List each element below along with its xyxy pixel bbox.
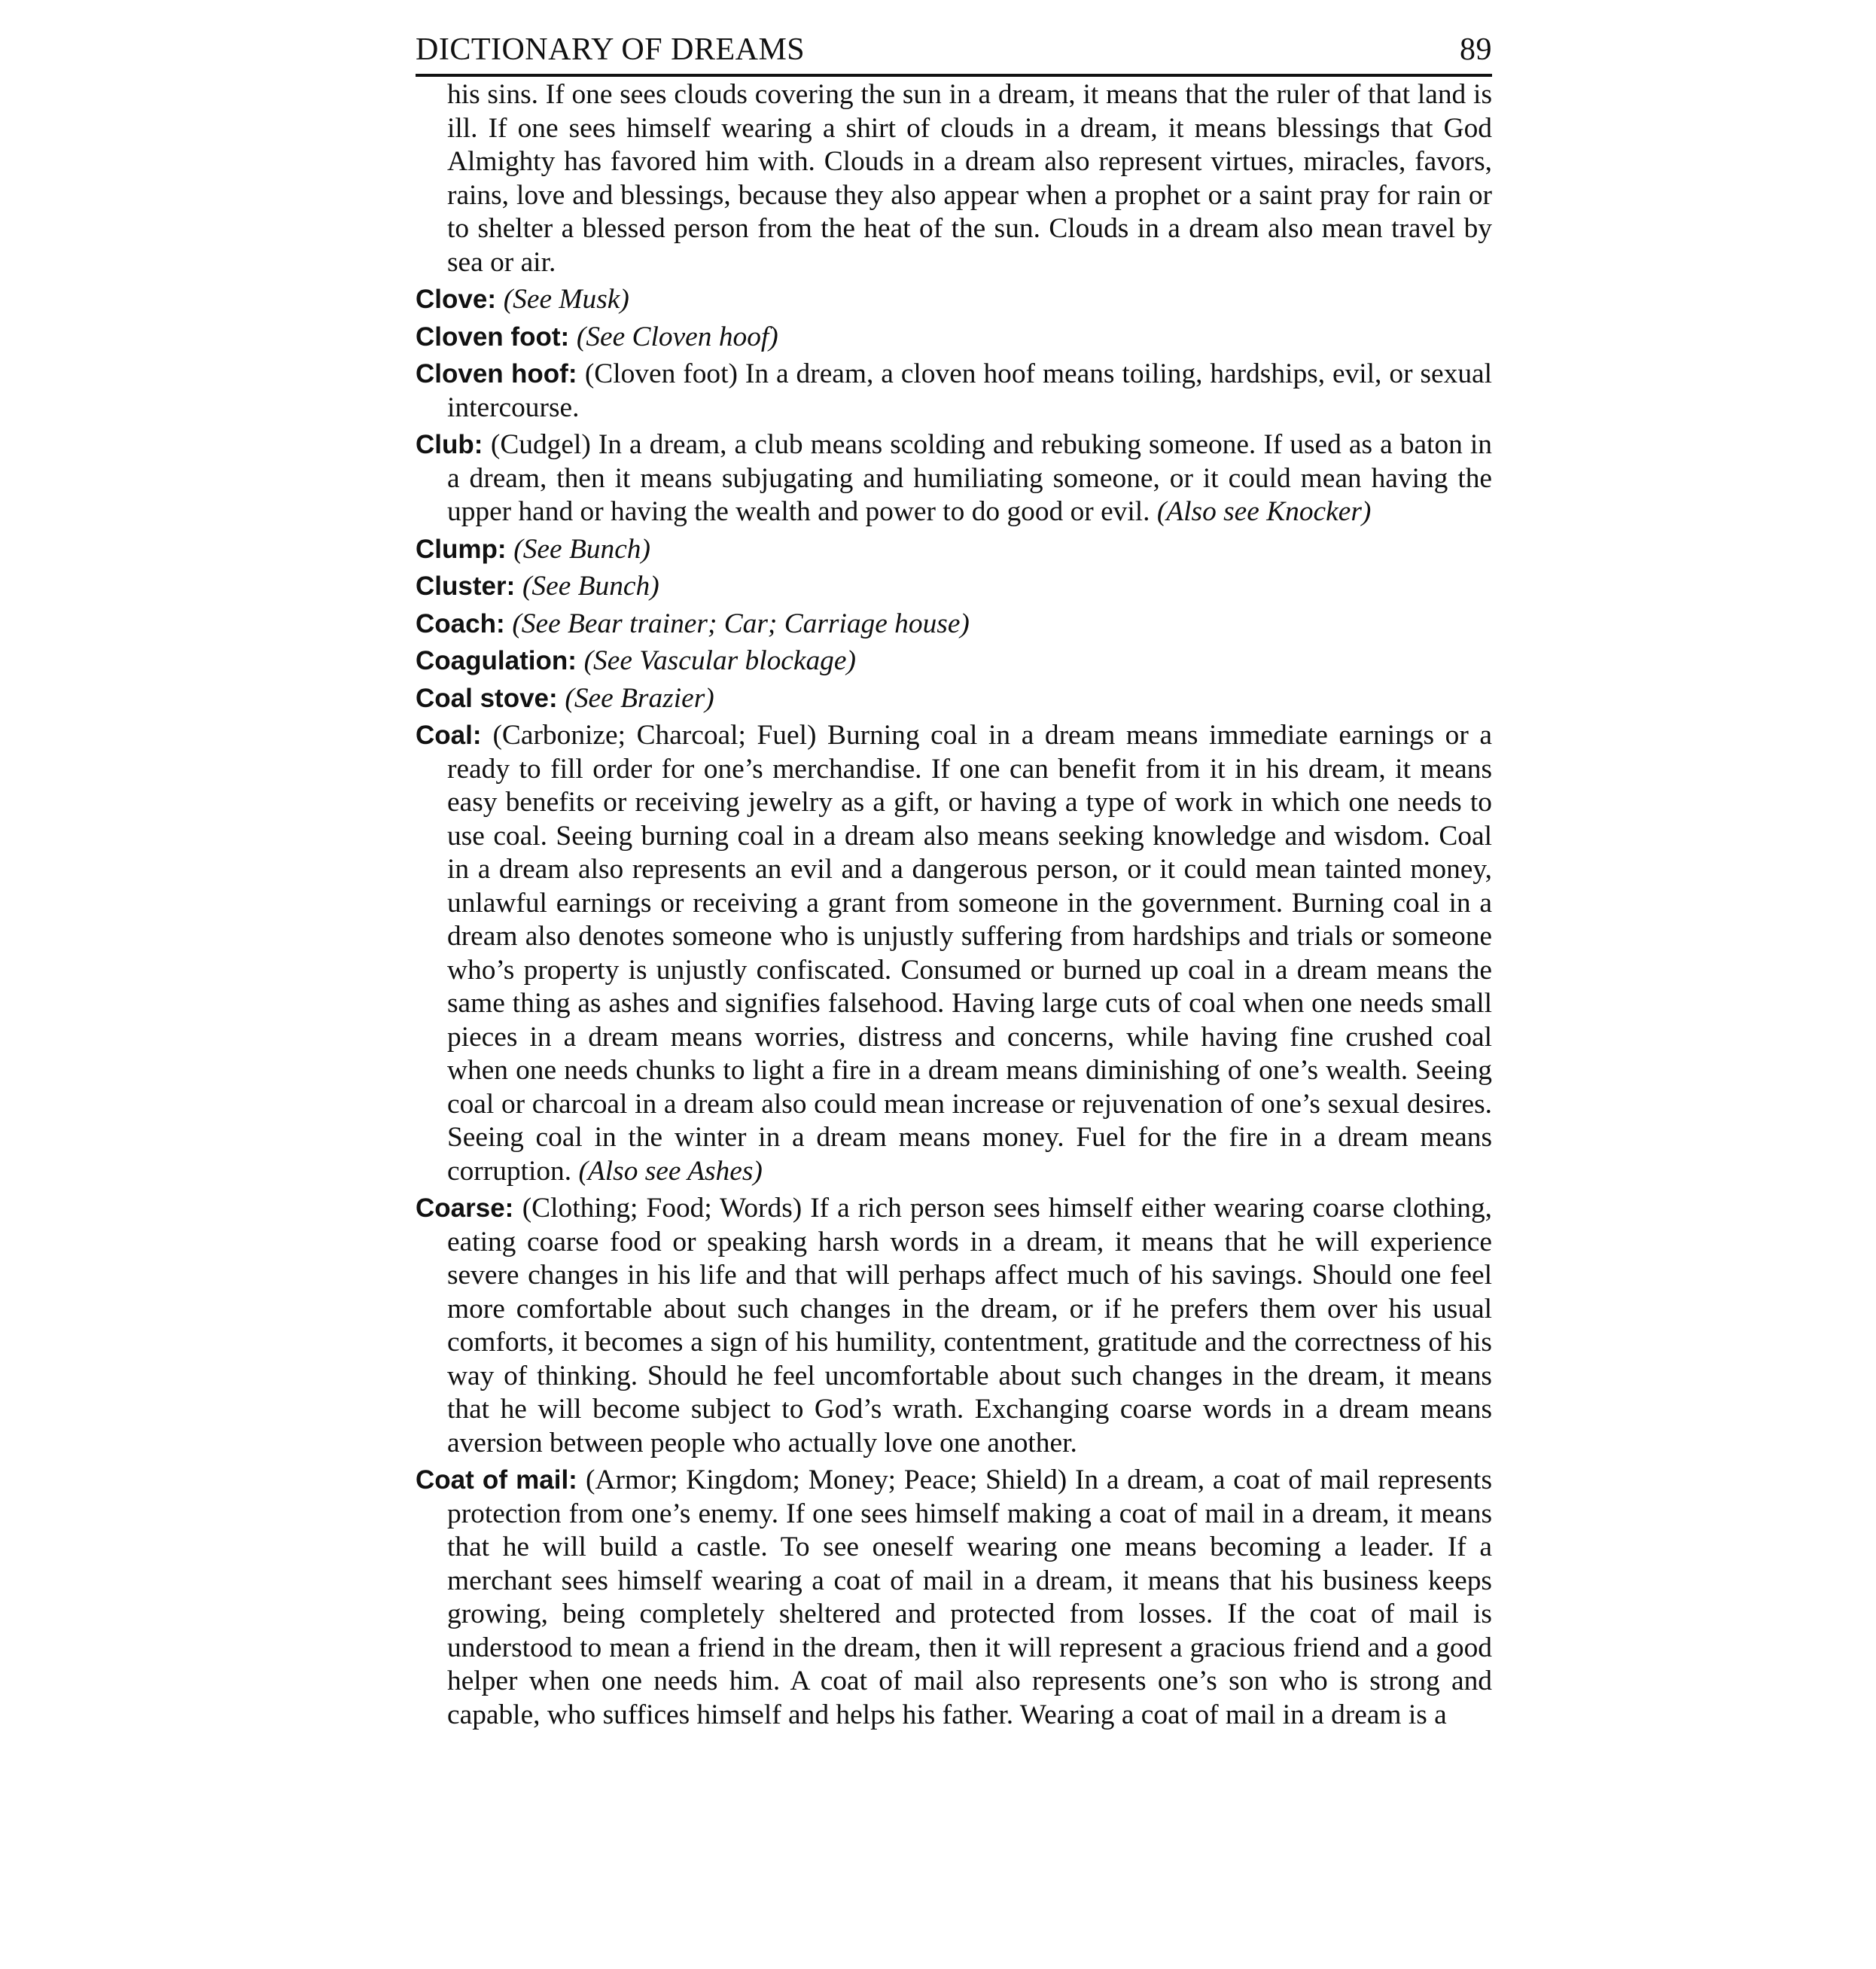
book-title: DICTIONARY OF DREAMS	[416, 32, 806, 67]
entry-xref: (See Bunch)	[522, 571, 659, 602]
entry-cloven-foot: Cloven foot: (See Cloven hoof)	[416, 321, 778, 352]
entry-clump: Clump: (See Bunch)	[416, 533, 650, 565]
entry-term: Coat of mail	[416, 1465, 569, 1495]
entry-term: Cluster	[416, 571, 507, 601]
entry-xref: (Also see Ashes)	[578, 1155, 763, 1187]
entry-coach: Coach: (See Bear trainer; Car; Carriage house)	[416, 608, 970, 639]
entry-term: Coach	[416, 608, 496, 639]
entry-xref: (See Musk)	[503, 284, 629, 315]
running-head	[416, 30, 1492, 77]
entry-coarse: Coarse: (Clothing; Food; Words) If a rich person sees himself either wearing coarse clothing, eating coarse food or speaking harsh words in a dream, it means that he will experience severe changes in his life and that will perhaps affect much of his savings. Should one feel more comfortable about such changes in the dream, or if he prefers them over his usual comforts, it becomes a sign of his humility, contentment, gratitude and the correctness of his way of thinking. Should he feel uncomfortable about such changes in the dream, it means that he will become subject to God’s wrath. Exchanging coarse words in a dream means aversion between people who actually love one another.	[416, 1193, 1492, 1458]
entry-xref: (See Brazier)	[565, 682, 714, 714]
entry-body: (Cudgel) In a dream, a club means scolding and rebuking someone. If used as a baton in a dream, then it means subjugating and humiliating someone, or it could mean having the upper hand or having the wealth and power to do good or evil.	[447, 429, 1492, 527]
entry-term: Coagulation	[416, 646, 568, 675]
continued-entry-text: his sins. If one sees clouds covering the sun in a dream, it means that the ruler of that land is ill. If one sees himself wearing a shirt of clouds in a dream, it means blessings that God Almighty has favored him with. Clouds in a dream also represent virtues, miracles, favors, rains, love and blessings, because they also appear when a prophet or a saint pray for rain or to shelter a blessed person from the heat of the sun. Clouds in a dream also mean travel by sea or air.	[447, 79, 1492, 278]
entry-cloven-hoof: Cloven hoof: (Cloven foot) In a dream, a cloven hoof means toiling, hardships, evil, or sexual intercourse.	[416, 358, 1492, 423]
entry-xref: (Also see Knocker)	[1156, 496, 1372, 527]
entry-xref: (See Bear trainer; Car; Carriage house)	[512, 608, 970, 639]
entry-xref: (See Bunch)	[513, 533, 650, 565]
entry-club: Club: (Cudgel) In a dream, a club means scolding and rebuking someone. If used as a baton in a dream, then it means subjugating and humiliating someone, or it could mean having the upper hand or having the wealth and power to do good or evil. (Also see Knocker)	[416, 429, 1492, 527]
entry-term: Coal stove	[416, 683, 549, 713]
entry-term: Coal	[416, 721, 473, 750]
page-number: 89	[1460, 32, 1492, 67]
entry-xref: (See Vascular blockage)	[583, 645, 856, 676]
dictionary-page	[416, 30, 1492, 1736]
entry-term: Clove	[416, 285, 488, 314]
entry-term: Clump	[416, 534, 498, 564]
entry-coal: Coal: (Carbonize; Charcoal; Fuel) Burning coal in a dream means immediate earnings or a ready to fill order for one’s merchandise. If one can benefit from it in his dream, it means easy benefits or receiving jewelry as a gift, or having a type of work in which one needs to use coal. Seeing burning coal in a dream also means seeking knowledge and wisdom. Coal in a dream also represents an evil and a dangerous person, or it could mean tainted money, unlawful earnings or receiving a grant from someone in the government. Burning coal in a dream also denotes someone who is unjustly suffering from hardships and trials or someone who’s property is unjustly confiscated. Consumed or burned up coal in a dream means the same thing as ashes and signifies falsehood. Having large cuts of coal when one needs small pieces in a dream means worries, distress and concerns, while having fine crushed coal when one needs chunks to light a fire in a dream means diminishing of one’s wealth. Seeing coal or charcoal in a dream also could mean increase or rejuvenation of one’s sexual desires. Seeing coal in the winter in a dream means money. Fuel for the fire in a dream means corruption. (Also see Ashes)	[416, 720, 1492, 1187]
entry-coat-of-mail: Coat of mail: (Armor; Kingdom; Money; Peace; Shield) In a dream, a coat of mail represents protection from one’s enemy. If one sees himself making a coat of mail in a dream, it means that he will build a castle. To see oneself wearing one means becoming a leader. If a merchant sees himself wearing a coat of mail in a dream, it means that his business keeps growing, being completely sheltered and protected from losses. If the coat of mail is understood to mean a friend in the dream, then it will represent a gracious friend and a good helper when one needs him. A coat of mail also represents one’s son who is strong and capable, who suffices himself and helps his father. Wearing a coat of mail in a dream is a	[416, 1465, 1492, 1730]
entries-column	[416, 78, 1492, 1732]
entry-body: (Clothing; Food; Words) If a rich person sees himself either wearing coarse clothing, eating coarse food or speaking harsh words in a dream, it means that he will experience severe changes in his life and that will perhaps affect much of his savings. Should one feel more comfortable about such changes in the dream, or if he prefers them over his usual comforts, it becomes a sign of his humility, contentment, gratitude and the correctness of his way of thinking. Should he feel uncomfortable about such changes in the dream, it means that he will become subject to God’s wrath. Exchanging coarse words in a dream means aversion between people who actually love one another.	[447, 1193, 1492, 1458]
entry-clove: Clove: (See Musk)	[416, 284, 629, 315]
entry-body: (Carbonize; Charcoal; Fuel) Burning coal in a dream means immediate earnings or a ready to fill order for one’s merchandise. If one can benefit from it in his dream, it means easy benefits or receiving jewelry as a gift, or having a type of work in which one needs to use coal. Seeing burning coal in a dream also means seeking knowledge and wisdom. Coal in a dream also represents an evil and a dangerous person, or it could mean tainted money, unlawful earnings or receiving a grant from someone in the government. Burning coal in a dream also denotes someone who is unjustly suffering from hardships and trials or someone who’s property is unjustly confiscated. Consumed or burned up coal in a dream means the same thing as ashes and signifies falsehood. Having large cuts of coal when one needs small pieces in a dream means worries, distress and concerns, while having fine crushed coal when one needs chunks to light a fire in a dream means diminishing of one’s wealth. Seeing coal or charcoal in a dream also could mean increase or rejuvenation of one’s sexual desires. Seeing coal in the winter in a dream means money. Fuel for the fire in a dream means corruption.	[447, 720, 1492, 1187]
entry-coagulation: Coagulation: (See Vascular blockage)	[416, 645, 856, 676]
entry-body: (Cloven foot) In a dream, a cloven hoof means toiling, hardships, evil, or sexual intercourse.	[447, 358, 1492, 423]
entry-term: Club	[416, 430, 474, 459]
entry-term: Coarse	[416, 1193, 505, 1223]
entry-term: Cloven hoof	[416, 359, 568, 389]
entry-xref: (See Cloven hoof)	[576, 321, 778, 352]
entry-body: (Armor; Kingdom; Money; Peace; Shield) In a dream, a coat of mail represents protection from one’s enemy. If one sees himself making a coat of mail in a dream, it means that he will build a castle. To see oneself wearing one means becoming a leader. If a merchant sees himself wearing a coat of mail in a dream, it means that his business keeps growing, being completely sheltered and protected from losses. If the coat of mail is understood to mean a friend in the dream, then it will represent a gracious friend and a good helper when one needs him. A coat of mail also represents one’s son who is strong and capable, who suffices himself and helps his father. Wearing a coat of mail in a dream is a	[447, 1465, 1492, 1730]
entry-cluster: Cluster: (See Bunch)	[416, 571, 659, 602]
entry-term: Cloven foot	[416, 322, 561, 352]
entry-coal-stove: Coal stove: (See Brazier)	[416, 682, 714, 714]
